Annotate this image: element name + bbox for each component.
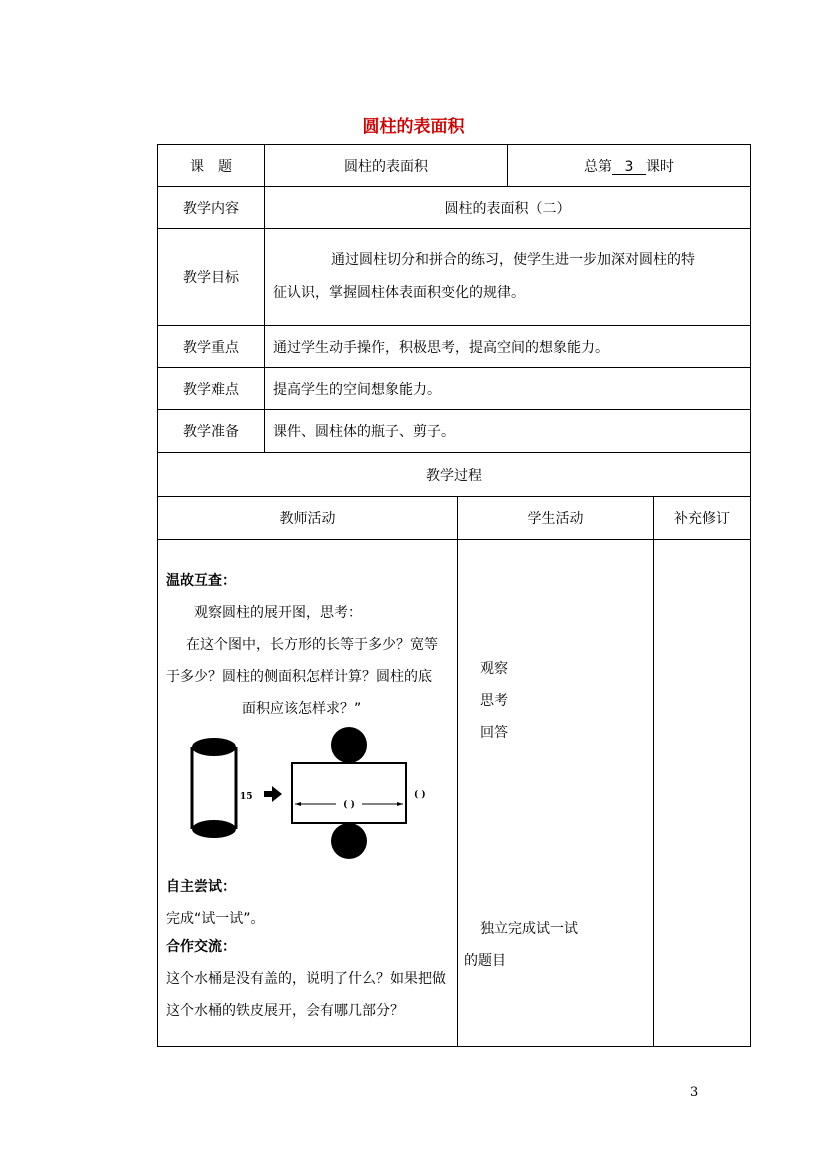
goal-value [265,229,751,326]
length-blank-label: ( ) [343,800,355,810]
key-value: 通过学生动手操作，积极思考，提高空间的想象能力。 [265,326,751,368]
topic-value: 圆柱的表面积 [265,145,508,187]
self-try-text: 完成“试一试”。 [166,911,265,927]
student-column-header: 学生活动 [458,497,654,540]
teacher-activity-cell [158,540,458,1047]
net-diagram [292,727,406,859]
process-heading: 教学过程 [158,453,751,497]
student-independent: 独立完成试一试 [480,921,578,937]
topic-label: 课 题 [158,145,265,187]
notes-column-header: 补充修订 [654,497,751,540]
student-activity-cell [458,540,654,1047]
student-think: 思考 [480,693,508,709]
goal-label: 教学目标 [158,229,265,326]
lesson-plan-table [157,144,751,1047]
goal-line-1: 通过圆柱切分和拼合的练习，使学生进一步加深对圆柱的特 [331,252,695,268]
total-number: 3 [612,160,646,175]
key-label: 教学重点 [158,326,265,368]
height-label: 15 [240,792,253,802]
total-lesson-count [508,145,751,187]
review-line-1: 观察圆柱的展开图，思考： [194,605,362,621]
goal-line-2: 征认识，掌握圆柱体表面积变化的规律。 [273,285,525,301]
top-base-circle [331,727,367,763]
review-line-3: 于多少？圆柱的侧面积怎样计算？圆柱的底 [166,669,432,685]
student-answer: 回答 [480,725,508,741]
cooperation-line-1: 这个水桶是没有盖的，说明了什么？如果把做 [166,971,446,987]
cooperation-line-2: 这个水桶的铁皮展开，会有哪几部分？ [166,1003,404,1019]
student-task: 的题目 [464,953,506,969]
difficulty-label: 教学难点 [158,368,265,410]
cylinder-icon [192,738,236,838]
page-title: 圆柱的表面积 [362,117,465,137]
notes-cell [654,540,751,1047]
cooperation-heading: 合作交流： [166,939,236,955]
bottom-base-circle [331,823,367,859]
total-suffix: 课时 [646,158,674,175]
content-value: 圆柱的表面积（二） [265,187,751,229]
prep-label: 教学准备 [158,410,265,453]
student-observe: 观察 [480,661,508,677]
right-arrow-icon [264,786,282,802]
page-number: 3 [690,1085,699,1100]
content-label: 教学内容 [158,187,265,229]
total-prefix: 总第 [584,158,612,175]
lateral-rectangle [292,763,406,823]
cylinder-net-figure [176,727,436,867]
teacher-column-header: 教师活动 [158,497,458,540]
review-heading: 温故互查： [166,573,236,589]
review-line-2: 在这个图中，长方形的长等于多少？宽等 [186,637,438,653]
prep-value: 课件、圆柱体的瓶子、剪子。 [265,410,751,453]
self-try-heading: 自主尝试： [166,879,236,895]
width-blank-label: ( ) [414,790,426,800]
review-line-4: 面积应该怎样求？” [242,701,362,717]
difficulty-value: 提高学生的空间想象能力。 [265,368,751,410]
